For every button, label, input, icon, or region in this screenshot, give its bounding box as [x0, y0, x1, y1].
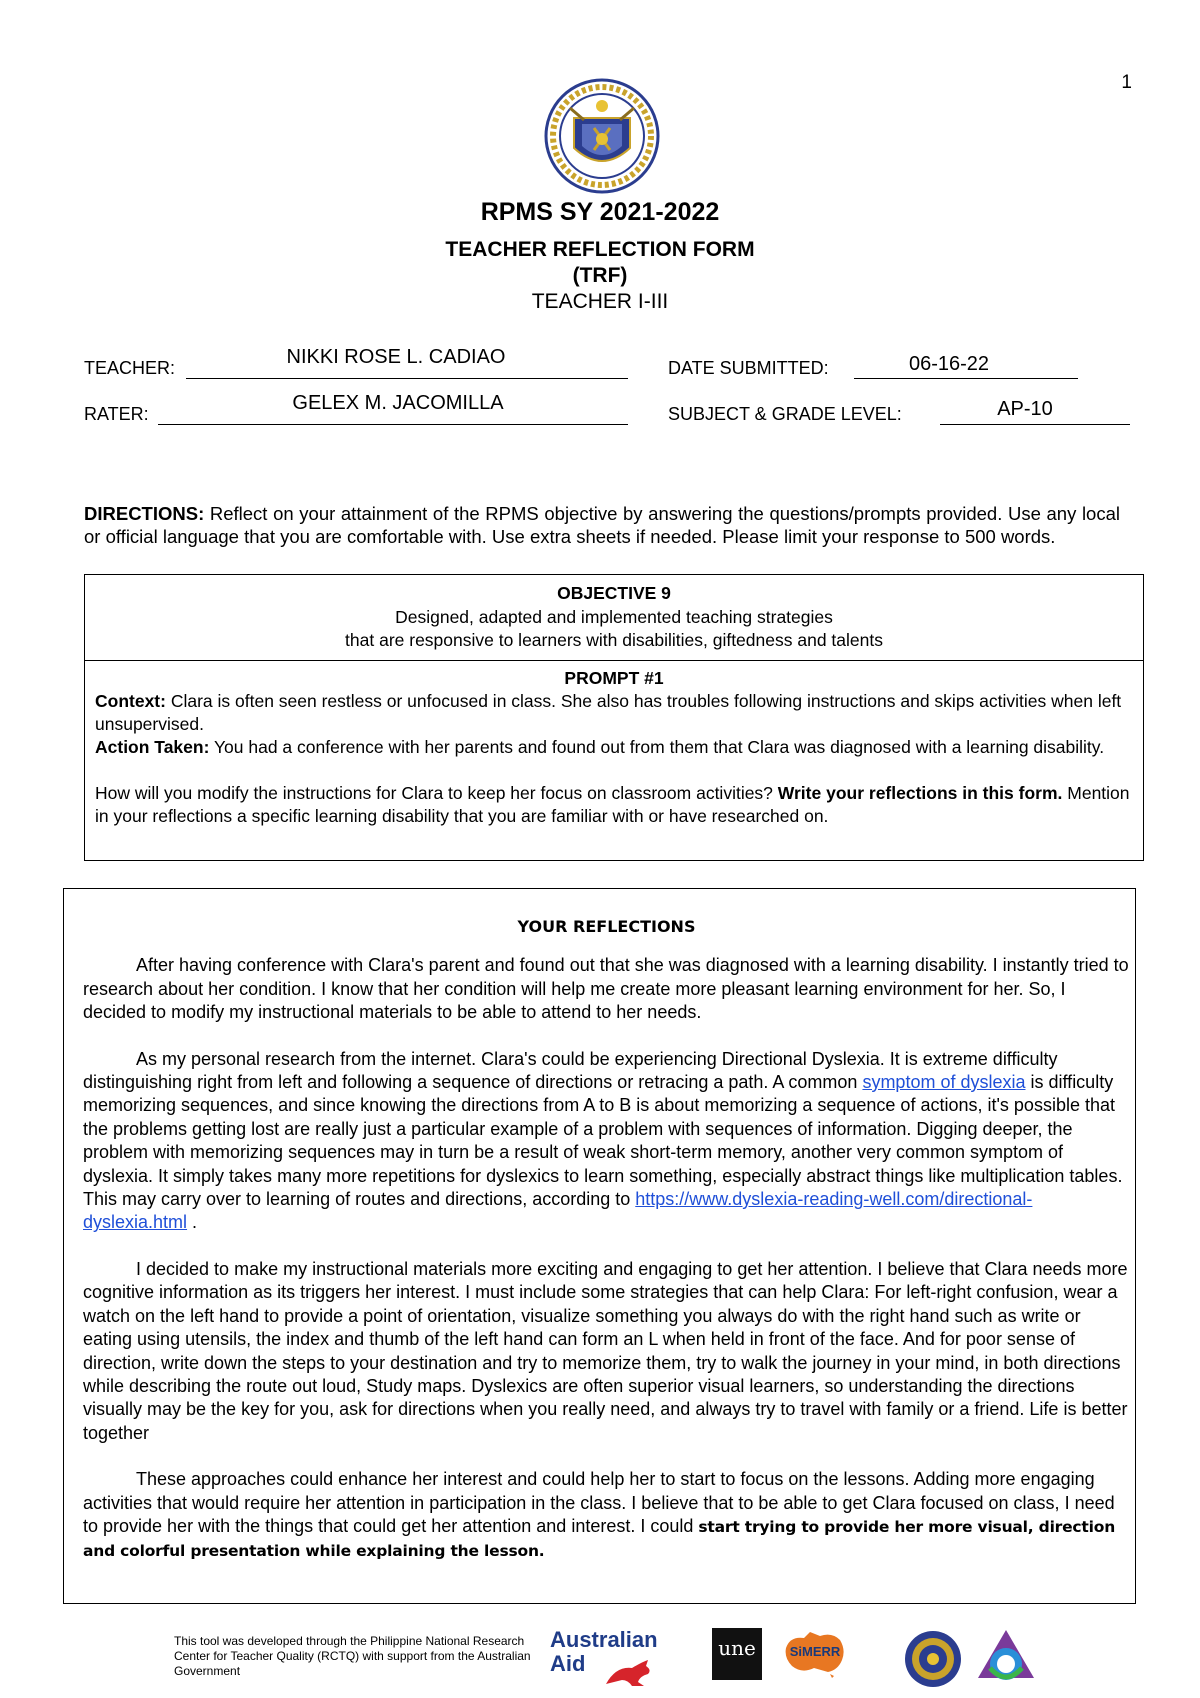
une-logo-text: une — [712, 1628, 762, 1680]
question-tail: Mention in your reflections a specific learning disability that you are familiar with or have researched on. — [95, 783, 1130, 826]
rater-label: RATER: — [84, 404, 149, 424]
prompt-context — [95, 690, 1133, 736]
teacher-value: NIKKI ROSE L. CADIAO — [286, 346, 506, 368]
rater-value: GELEX M. JACOMILLA — [292, 392, 504, 414]
australian-aid-line-1: Australian — [550, 1627, 658, 1652]
prompt-heading: PROMPT #1 — [564, 668, 664, 688]
date-submitted-label: DATE SUBMITTED: — [668, 358, 829, 378]
objective-heading: OBJECTIVE 9 — [557, 583, 671, 603]
question-bold: Write your reflections in this form. — [777, 783, 1063, 803]
objective-line-1: Designed, adapted and implemented teaching strategies — [395, 606, 833, 627]
prompt-action — [95, 736, 1133, 759]
paragraph-2-text-c: . — [187, 1212, 198, 1233]
footer-note: This tool was developed through the Philippine National Research Center for Teacher Quality (RCTQ) with support from the Australian Government — [174, 1634, 531, 1678]
directions-label: DIRECTIONS: — [84, 503, 205, 524]
reflections-heading: YOUR REFLECTIONS — [517, 917, 696, 936]
reflection-paragraph-2 — [83, 1048, 1130, 1235]
form-title: TEACHER REFLECTION FORM — [445, 238, 755, 261]
question-text: How will you modify the instructions for Clara to keep her focus on classroom activities? — [95, 783, 778, 803]
partner-seal-logo — [904, 1630, 962, 1688]
prompt-question — [95, 782, 1133, 828]
kangaroo-icon — [602, 1658, 660, 1688]
context-label: Context: — [95, 691, 166, 711]
action-label: Action Taken: — [95, 737, 210, 757]
paragraph-2-text-b: is difficulty memorizing sequences, and since knowing the directions from A to B is about memorizing a sequence of actions, it's possible that the problems getting lost are really just a particular example of a problem with sequences of information. Digging deeper, the problem with memorizing sequences may in turn be a result of weak short-term memory, another very common symptom of dyslexia. It simply takes many more repetitions for dyslexics to learn something, especially abstract things like multiplication tables. This may carry over to learning of routes and directions, according to — [83, 1072, 1123, 1210]
paragraph-4-text: These approaches could enhance her interest and could help her to start to focus on the lessons. Adding more engaging activities that would require her attention in participation in the class. I believe that to be able to get Clara focused on class, I need to provide her with the things that could get her attention and interest. I could — [83, 1469, 1115, 1536]
rater-underline — [158, 424, 628, 425]
prompt-box — [84, 661, 1144, 861]
directional-dyslexia-url-link[interactable]: https://www.dyslexia-reading-well.com/directional-dyslexia.html — [83, 1189, 1033, 1233]
symptom-of-dyslexia-link[interactable]: symptom of dyslexia — [862, 1072, 1026, 1093]
objective-box — [84, 574, 1144, 661]
reflections-box — [63, 888, 1136, 1604]
subject-grade-value: AP-10 — [997, 398, 1053, 420]
paragraph-4-bold: start trying to provide her more visual, direction and colorful presentation while explaining the lesson. — [83, 1517, 1116, 1561]
deped-seal-logo — [544, 78, 660, 194]
rctq-logo — [976, 1628, 1036, 1688]
reflection-paragraph-1: After having conference with Clara's parent and found out that she was diagnosed with a learning disability. I instantly tried to research about her condition. I know that her condition will help me create more pleasant learning environment for her. So, I decided to modify my instructional materials to be able to attend to her needs. — [83, 955, 1129, 1023]
document-title: RPMS SY 2021-2022 — [480, 198, 720, 226]
action-text: You had a conference with her parents and found out from them that Clara was diagnosed with a learning disability. — [209, 737, 1105, 757]
simerr-logo — [780, 1628, 850, 1688]
subject-grade-label: SUBJECT & GRADE LEVEL: — [668, 404, 902, 424]
une-logo — [712, 1628, 762, 1686]
form-level: TEACHER I-III — [531, 290, 669, 313]
objective-line-2: that are responsive to learners with disabilities, giftedness and talents — [345, 630, 883, 650]
reflection-paragraph-3: I decided to make my instructional materials more exciting and engaging to get her attention. I believe that Clara needs more cognitive information as its triggers her interest. I must include some strategies that can help Clara: For left-right confusion, wear a watch on the left hand to provide a point of orientation, visualize something you always do with the right hand such as write or eating using utensils, the index and thumb of the left hand can form an L when held in front of the face. And for poor sense of direction, write down the steps to your destination and try to memorize them, try to walk the journey in your mind, in both directions while describing the route out loud, Study maps. Dyslexics are often superior visual learners, so understanding the directions visually may be the key for you, ask for directions when you really need, and always try to travel with family or a friend. Life is better together — [83, 1258, 1128, 1443]
reflection-paragraph-4 — [83, 1468, 1130, 1564]
page-number: 1 — [1121, 72, 1132, 93]
date-submitted-value: 06-16-22 — [908, 353, 990, 375]
teacher-underline — [186, 378, 628, 379]
context-text: Clara is often seen restless or unfocused in class. She also has troubles following instructions and skips activities when left unsupervised. — [95, 691, 1122, 734]
paragraph-2-text-a: As my personal research from the internet. Clara's could be experiencing Directional Dyslexia. It is extreme difficulty distinguishing right from left and following a sequence of directions or retracing a path. A common — [83, 1048, 1058, 1093]
form-abbreviation: (TRF) — [572, 264, 628, 287]
australian-aid-logo — [550, 1628, 662, 1688]
australian-aid-line-2: Aid — [550, 1651, 586, 1676]
teacher-label: TEACHER: — [84, 358, 176, 378]
simerr-logo-text: SiMERR — [789, 1644, 841, 1659]
date-submitted-underline — [854, 378, 1078, 379]
directions-text: Reflect on your attainment of the RPMS objective by answering the questions/prompts provided. Use any local or official language that you are comfortable with. Use extra sheets if needed. Please limit your response to 500 words. — [84, 503, 1120, 547]
directions — [84, 502, 1120, 548]
subject-grade-underline — [940, 424, 1130, 425]
